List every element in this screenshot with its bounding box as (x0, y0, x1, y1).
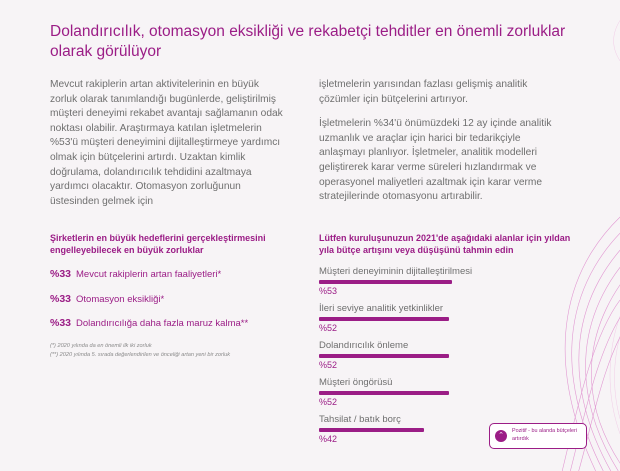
budget-bar-chart (319, 232, 574, 451)
challenge-percent: %33 (50, 292, 72, 305)
value-label: %53 (319, 286, 338, 296)
chart-bar (319, 280, 452, 284)
challenge-item (50, 293, 290, 306)
left-text-column (50, 78, 286, 219)
challenge-percent: %33 (50, 268, 72, 280)
up-arrow-circle-icon: ⌃ (495, 430, 507, 442)
challenges-section (50, 232, 290, 360)
challenge-item (50, 268, 290, 281)
category-label: Tahsilat / batık borç (319, 414, 401, 425)
category-label: Müşteri deneyiminin dijitalleştirilmesi (319, 266, 473, 277)
chart-bar (319, 354, 449, 358)
category-label: Müşteri öngörüsü (319, 377, 393, 388)
value-label: %42 (319, 434, 338, 444)
body-paragraph: işletmelerin yarısından fazlası gelişmiş analitik çözümler için bütçelerini artırıyor. (319, 79, 528, 105)
body-paragraph: İşletmelerin %34'ü önümüzdeki 12 ay içinde analitik uzmanlık ve araçlar için harici bir tedarikçiyle anlaşmayı planlıyor. İşletmeler, analitik modelleri geliştirerek karar verme süreleri hızlandırmak ve operasyonel maliyetleri azaltmak için karar verme stratejilerinde otomasyonu artırabilir. (319, 118, 552, 203)
category-label: Dolandırıcılık önleme (319, 340, 409, 351)
chart-bar (319, 317, 449, 321)
chart-row (319, 303, 574, 340)
chart-title: Lütfen kuruluşunuzun 2021'de aşağıdaki alanlar için yıldan yıla bütçe artışını veya düşüşünü tahmin edin (319, 233, 571, 255)
chart-bar (319, 391, 449, 395)
category-label: İleri seviye analitik yetkinlikler (319, 303, 444, 314)
challenge-text: Dolandırıcılığa daha fazla maruz kalma** (76, 318, 249, 329)
challenge-text: Mevcut rakiplerin artan faaliyetleri* (76, 269, 222, 280)
value-label: %52 (319, 323, 338, 333)
challenges-heading: Şirketlerin en büyük hedeflerini gerçekleştirmesini engelleyebilecek en büyük zorluklar (50, 233, 266, 255)
chart-legend (489, 423, 587, 449)
challenge-text: Otomasyon eksikliği* (76, 293, 165, 305)
page-title: Dolandırıcılık, otomasyon eksikliği ve rekabetçi tehditler en önemli zorluklar olarak görülüyor (50, 23, 566, 60)
value-label: %52 (319, 397, 338, 407)
footnote: (**) 2020 yılında 5. sırada değerlendirilen ve önceliği artan yeni bir zorluk (50, 351, 231, 358)
body-paragraph: Mevcut rakiplerin artan aktivitelerinin en büyük zorluk olarak tanımlandığı bugünlerde, geliştirilmiş müşteri deneyimi rekabet avantajı sağlamanın odak noktası olabilir. Araştırmaya katılan işletmelerin %53'ü müşteri deneyimini dijitalleştirmeye yardımcı olmak için bütçelerini artırdı. Uzaktan kimlik doğrulama, dolandırıcılık tehdidini azaltmaya yardımcı olacaktır. Otomasyon zorluğunun üstesinden gelmek için (50, 79, 283, 207)
legend-text: Pozitif - bu alanda bütçeleri artırdık (512, 428, 578, 442)
chart-row (319, 340, 574, 377)
chart-row (319, 377, 574, 414)
chart-bar (319, 428, 424, 432)
value-label: %52 (319, 360, 338, 370)
footnotes (50, 342, 290, 360)
footnote: (*) 2020 yılında da en önemli ilk iki zorluk (50, 342, 152, 349)
chart-row (319, 266, 574, 303)
challenge-percent: %33 (50, 317, 72, 329)
right-text-column (319, 78, 559, 215)
challenge-item (50, 317, 290, 330)
